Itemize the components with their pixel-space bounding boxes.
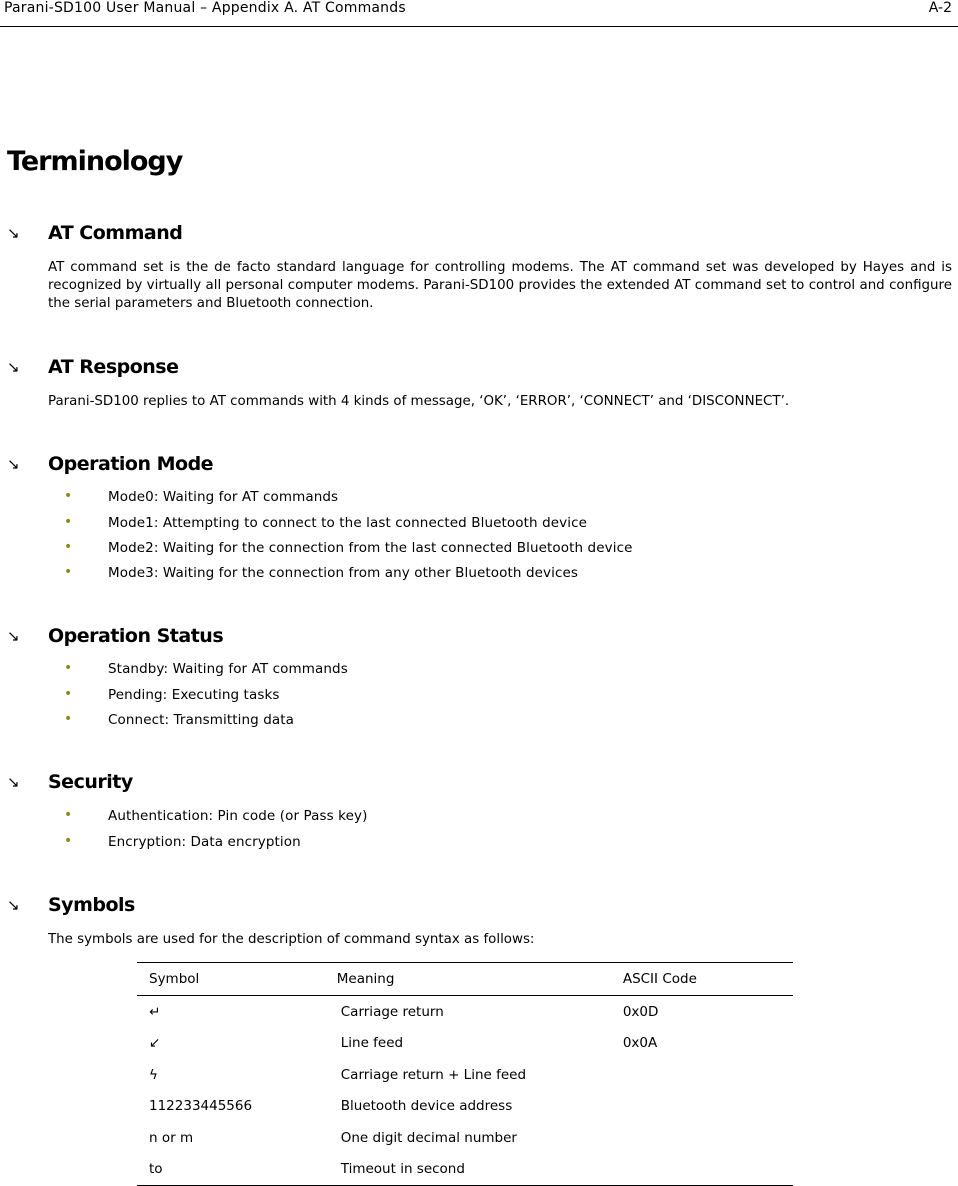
header-page-number: A-2: [928, 0, 952, 16]
symbol-cell: ↵: [149, 1003, 161, 1020]
meaning-cell: One digit decimal number: [340, 1129, 517, 1146]
list-item: [64, 489, 914, 509]
meaning-cell: Timeout in second: [325, 1154, 611, 1186]
symbol-cell: to: [137, 1154, 325, 1186]
list-item-text: Mode2: Waiting for the connection from the last connected Bluetooth device: [108, 540, 633, 556]
bullet-icon: •: [64, 711, 73, 727]
ascii-code-cell: [611, 1122, 793, 1154]
arrow-icon: ↘: [7, 627, 20, 645]
page-header: [0, 0, 958, 27]
list-item-text: Connect: Transmitting data: [108, 712, 294, 728]
list-item: [64, 712, 914, 732]
ascii-code-cell: 0x0A: [622, 1035, 658, 1052]
section-heading-symbols: [7, 894, 907, 920]
table-row: [137, 1059, 793, 1091]
ascii-code-cell: 0x0D: [622, 1003, 659, 1020]
column-header-symbol: Symbol: [137, 963, 325, 996]
list-item: [64, 565, 914, 585]
table-row: [137, 1091, 793, 1123]
arrow-icon: ↘: [7, 224, 20, 242]
list-item-text: Mode0: Waiting for AT commands: [108, 489, 339, 505]
bullet-icon: •: [64, 660, 73, 676]
table-header-row: [137, 963, 793, 996]
bullet-icon: •: [64, 807, 73, 823]
table-row: [137, 996, 793, 1028]
section-title: AT Response: [48, 356, 179, 378]
bullet-icon: •: [64, 539, 73, 555]
ascii-code-cell: [611, 1091, 793, 1123]
bullet-icon: •: [64, 488, 73, 504]
list-item-text: Mode3: Waiting for the connection from any other Bluetooth devices: [108, 565, 579, 581]
symbol-cell: 112233445566: [149, 1098, 253, 1115]
bullet-icon: •: [64, 686, 73, 702]
list-item-text: Standby: Waiting for AT commands: [108, 661, 348, 677]
table-row: [137, 1154, 793, 1186]
arrow-icon: ↘: [7, 773, 20, 791]
section-title: Security: [48, 771, 133, 793]
section-title: Symbols: [48, 894, 135, 916]
ascii-code-cell: [611, 1059, 793, 1091]
header-title: Parani-SD100 User Manual – Appendix A. AT Commands: [4, 0, 406, 16]
symbol-cell: ↙: [149, 1035, 161, 1052]
section-title: AT Command: [48, 222, 183, 244]
bullet-icon: •: [64, 564, 73, 580]
symbols-intro: The symbols are used for the description of command syntax as follows:: [48, 932, 535, 947]
list-item: [64, 515, 914, 535]
at-response-paragraph: Parani-SD100 replies to AT commands with 4 kinds of message, ‘OK’, ‘ERROR’, ‘CONNECT’ and ‘DISCONNECT’.: [48, 394, 790, 409]
list-item-text: Encryption: Data encryption: [108, 834, 301, 850]
list-item-text: Pending: Executing tasks: [108, 687, 280, 703]
page-title: Terminology: [7, 146, 183, 177]
list-item-text: Mode1: Attempting to connect to the last connected Bluetooth device: [108, 515, 588, 531]
arrow-icon: ↘: [7, 896, 20, 914]
list-item-text: Authentication: Pin code (or Pass key): [108, 808, 368, 824]
section-heading-operation-mode: [7, 453, 907, 479]
arrow-icon: ↘: [7, 358, 20, 376]
section-title: Operation Mode: [48, 453, 214, 475]
section-title: Operation Status: [48, 625, 224, 647]
at-command-paragraph: AT command set is the de facto standard language for controlling modems. The AT command set was developed by Hayes and is recognized by virtually all personal computer modems. Parani-SD100 provides the extended AT command set to control and configure the serial parameters and Bluetooth connection.: [48, 260, 952, 311]
table-row: [137, 1122, 793, 1154]
bullet-icon: •: [64, 833, 73, 849]
ascii-code-cell: [611, 1154, 793, 1186]
section-heading-at-response: [7, 356, 907, 382]
meaning-cell: Carriage return: [340, 1003, 444, 1020]
column-header-meaning: Meaning: [325, 963, 611, 996]
list-item: [64, 661, 914, 681]
meaning-cell: Bluetooth device address: [340, 1098, 513, 1115]
list-item: [64, 834, 914, 854]
bullet-icon: •: [64, 514, 73, 530]
section-heading-at-command: [7, 222, 907, 248]
meaning-cell: Line feed: [340, 1035, 404, 1052]
section-heading-operation-status: [7, 625, 907, 651]
list-item: [64, 540, 914, 560]
symbol-cell: n or m: [149, 1129, 194, 1146]
section-heading-security: [7, 771, 907, 797]
symbol-cell: ϟ: [149, 1066, 158, 1083]
column-header-ascii-code: ASCII Code: [611, 963, 793, 996]
meaning-cell: Carriage return + Line feed: [340, 1066, 527, 1083]
list-item: [64, 687, 914, 707]
list-item: [64, 808, 914, 828]
arrow-icon: ↘: [7, 455, 20, 473]
symbols-table: [137, 962, 793, 1186]
table-row: [137, 1028, 793, 1060]
